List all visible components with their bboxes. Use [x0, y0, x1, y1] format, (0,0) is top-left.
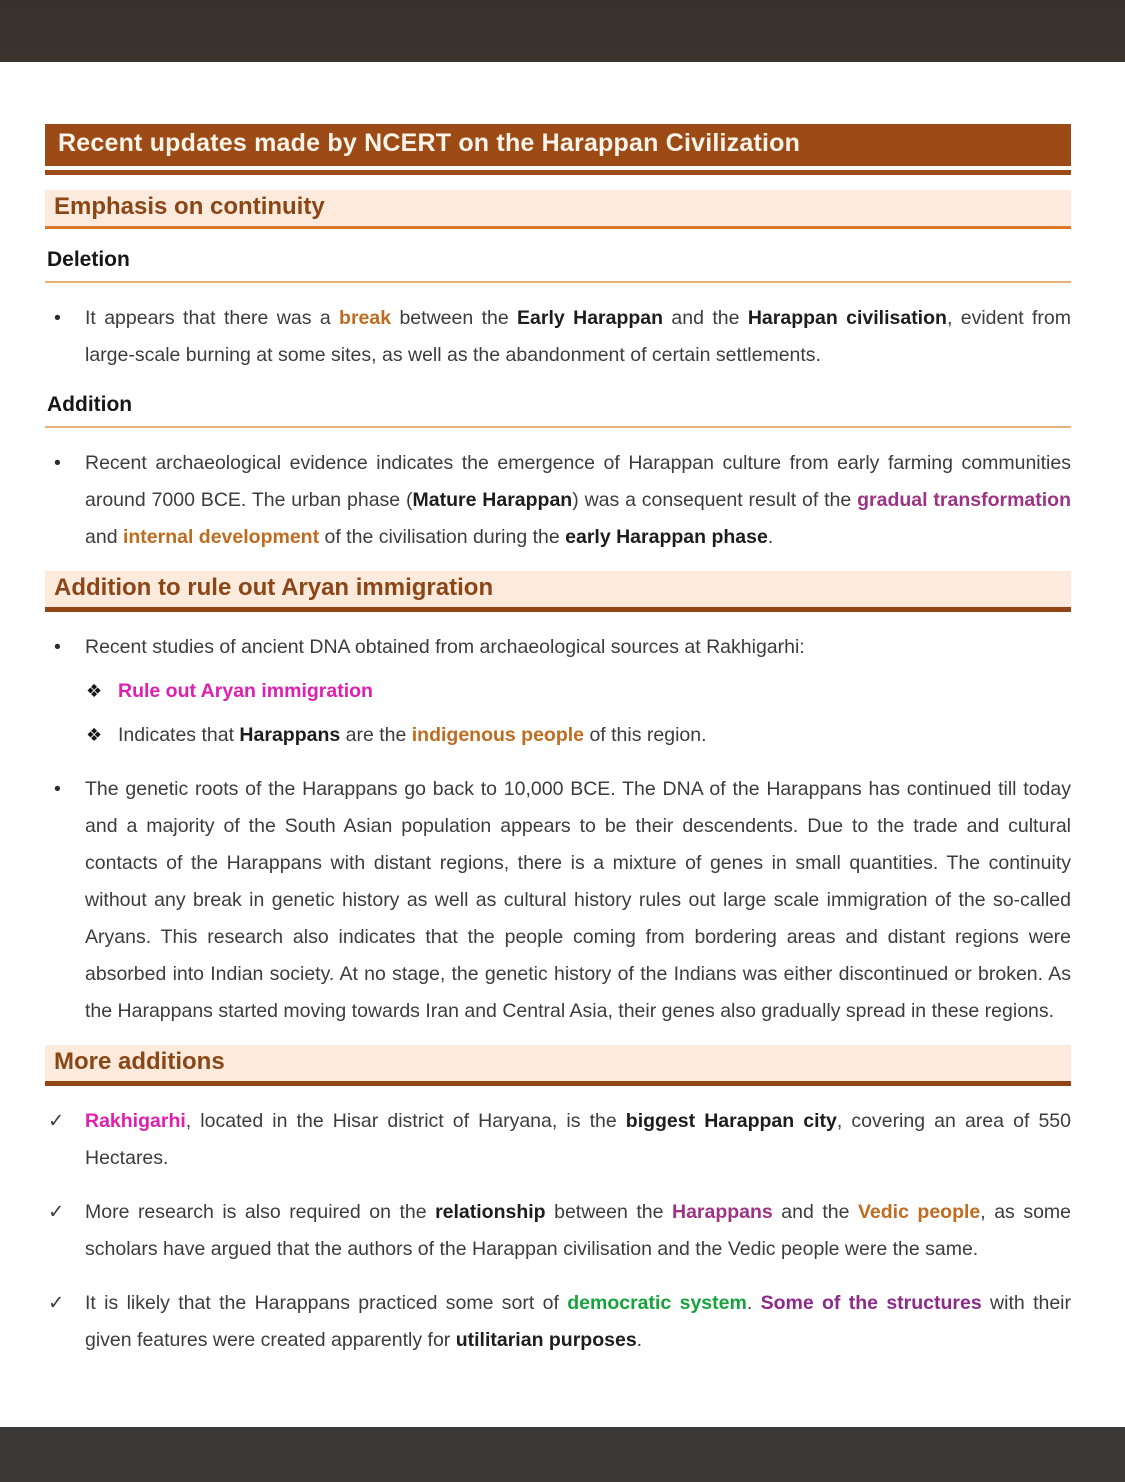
subheading-addition: Addition — [45, 393, 1071, 428]
section-heading-aryan-immigration: Addition to rule out Aryan immigration — [45, 571, 1071, 612]
bottom-letterbox-bar — [0, 1427, 1125, 1482]
bullet-dna-studies-text: Recent studies of ancient DNA obtained from archaeological sources at Rakhigarhi: — [85, 636, 805, 658]
document-page — [0, 62, 1125, 1427]
checkmark-icon: ✓ — [48, 1110, 65, 1132]
bullet-dna-studies — [45, 629, 1071, 666]
checkmark-icon: ✓ — [48, 1292, 65, 1314]
document-title-bar — [45, 124, 1071, 166]
page-title: Recent updates made by NCERT on the Harappan Civilization — [58, 129, 801, 157]
bullet-marker: • — [54, 636, 61, 658]
check-item-rakhigarhi — [45, 1103, 1071, 1177]
check-item-rakhigarhi-text: Rakhigarhi, located in the Hisar district of Haryana, is the biggest Harappan city, covering an area of 550 Hectares. — [85, 1110, 1071, 1169]
checkmark-icon: ✓ — [48, 1201, 65, 1223]
bullet-deletion — [45, 300, 1071, 374]
sub-bullet-indigenous-text: Indicates that Harappans are the indigenous people of this region. — [118, 724, 707, 746]
check-item-relationship — [45, 1194, 1071, 1268]
section-heading-emphasis-on-continuity: Emphasis on continuity — [45, 190, 1071, 229]
bullet-addition-text: Recent archaeological evidence indicates the emergence of Harappan culture from early farming communities around 7000 BCE. The urban phase (Mature Harappan) was a consequent result of the gradual transformation and internal development of the civilisation during the early Harappan phase. — [85, 452, 1071, 548]
sub-bullet-rule-out-text: Rule out Aryan immigration — [118, 680, 373, 702]
bullet-deletion-text: It appears that there was a break between the Early Harappan and the Harappan civilisation, evident from large-scale burning at some sites, as well as the abandonment of certain settlements. — [85, 307, 1071, 366]
top-letterbox-bar — [0, 0, 1125, 62]
title-divider — [45, 170, 1071, 175]
bullet-marker: • — [54, 307, 61, 329]
sub-bullet-rule-out — [45, 673, 1071, 710]
check-item-democratic — [45, 1285, 1071, 1359]
bullet-marker: • — [54, 452, 61, 474]
bullet-genetic-roots — [45, 771, 1071, 1030]
subheading-deletion: Deletion — [45, 248, 1071, 283]
bullet-marker: • — [54, 778, 61, 800]
diamond-bullet-icon: ❖ — [86, 681, 103, 701]
check-item-relationship-text: More research is also required on the relationship between the Harappans and the Vedic people, as some scholars have argued that the authors of the Harappan civilisation and the Vedic people were the same. — [85, 1201, 1071, 1260]
bullet-genetic-roots-text: The genetic roots of the Harappans go back to 10,000 BCE. The DNA of the Harappans has continued till today and a majority of the South Asian population appears to be their descendents. Due to the trade and cultural contacts of the Harappans with distant regions, there is a mixture of genes in small quantities. The continuity without any break in genetic history as well as cultural history rules out large scale immigration of the so-called Aryans. This research also indicates that the people coming from bordering areas and distant regions were absorbed into Indian society. At no stage, the genetic history of the Indians was either discontinued or broken. As the Harappans started moving towards Iran and Central Asia, their genes also gradually spread in these regions. — [85, 778, 1071, 1022]
bullet-addition — [45, 445, 1071, 556]
section-heading-more-additions: More additions — [45, 1045, 1071, 1086]
sub-bullet-indigenous — [45, 717, 1071, 754]
check-item-democratic-text: It is likely that the Harappans practiced some sort of democratic system. Some of the structures with their given features were created apparently for utilitarian purposes. — [85, 1292, 1071, 1351]
diamond-bullet-icon: ❖ — [86, 725, 103, 745]
